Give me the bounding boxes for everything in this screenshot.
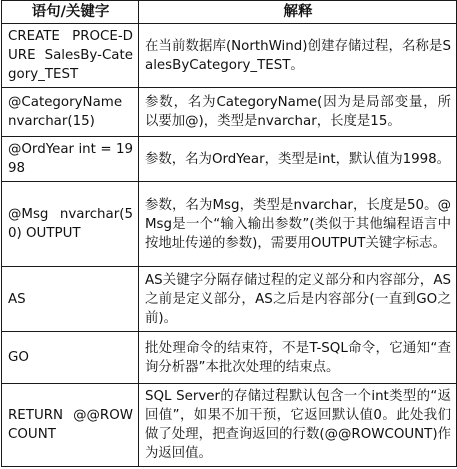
explanation-cell: 参数，名为CategoryName(因为是局部变量，所以要加@)，类型是nvarchar，长度是15。 [139, 88, 457, 137]
keyword-cell: GO [2, 332, 139, 384]
explanation-cell: 批处理命令的结束符，不是T-SQL命令，它通知“查询分析器”本批次处理的结束点。 [139, 332, 457, 384]
header-explanation: 解释 [139, 1, 457, 24]
explanation-cell: 参数，名为OrdYear，类型是int，默认值为1998。 [139, 137, 457, 182]
table-row [2, 137, 457, 182]
explanation-cell: 在当前数据库(NorthWind)创建存储过程，名称是SalesByCategory_TEST。 [139, 24, 457, 88]
explanation-cell: 参数，名为Msg，类型是nvarchar，长度是50。@Msg是一个“输入输出参数”(类似于其他编程语言中按地址传递的参数)，需要用OUTPUT关键字标志。 [139, 182, 457, 267]
explanation-cell: AS关键字分隔存储过程的定义部分和内容部分，AS之前是定义部分，AS之后是内容部分(一直到GO之前)。 [139, 267, 457, 332]
table-row [2, 182, 457, 267]
table-header-row [2, 1, 457, 24]
keyword-cell: @CategoryName nvarchar(15) [2, 88, 139, 137]
header-keyword: 语句/关键字 [2, 1, 139, 24]
keyword-cell: CREATE PROCE-DURE SalesBy-Category_TEST [2, 24, 139, 88]
keyword-cell: @Msg nvarchar(50) OUTPUT [2, 182, 139, 267]
keyword-explanation-table-container [1, 0, 456, 468]
table-row [2, 267, 457, 332]
table-row [2, 332, 457, 384]
table-row [2, 384, 457, 467]
table-row [2, 24, 457, 88]
keyword-cell: RETURN @@ROWCOUNT [2, 384, 139, 467]
keyword-cell: @OrdYear int = 1998 [2, 137, 139, 182]
keyword-cell: AS [2, 267, 139, 332]
explanation-cell: SQL Server的存储过程默认包含一个int类型的“返回值”，如果不加干预，它返回默认值0。此处我们做了处理，把查询返回的行数(@@ROWCOUNT)作为返回值。 [139, 384, 457, 467]
table-row [2, 88, 457, 137]
keyword-explanation-table [1, 0, 457, 467]
